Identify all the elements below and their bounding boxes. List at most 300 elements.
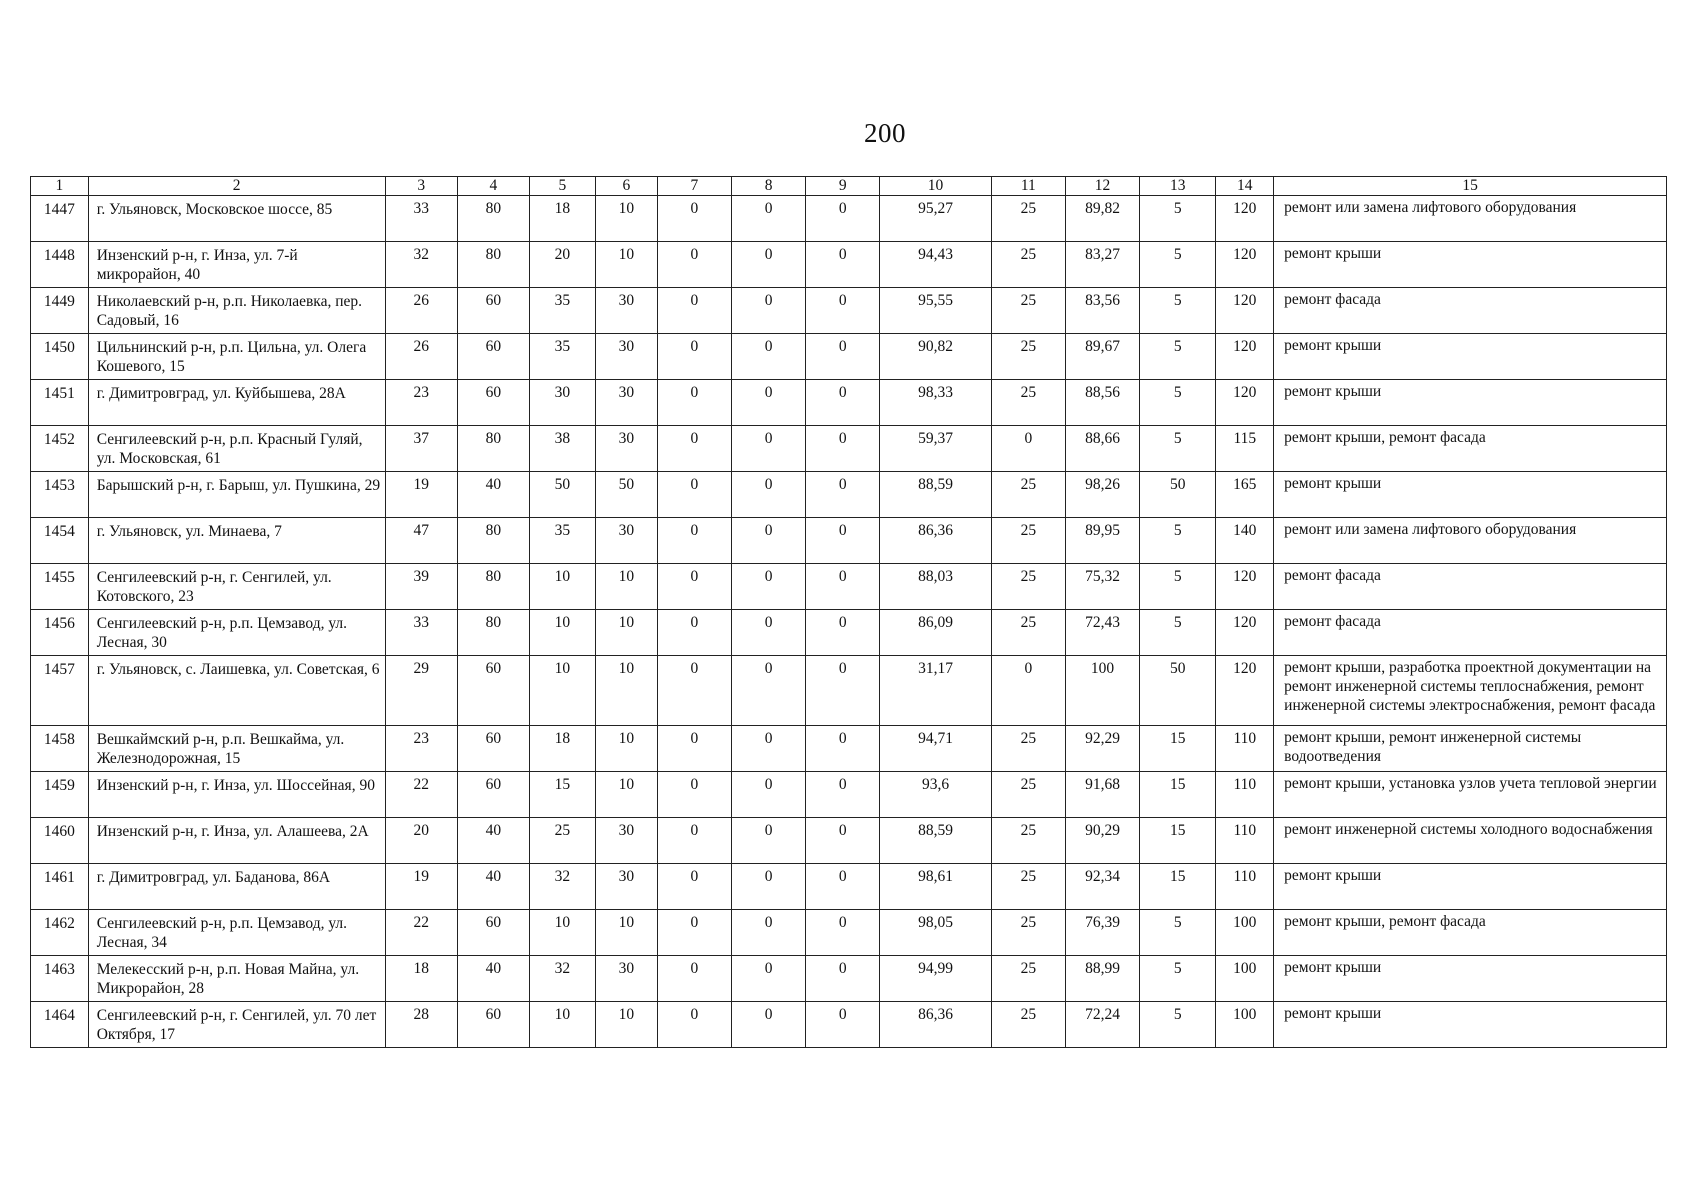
work-type-cell: ремонт фасада	[1274, 610, 1667, 656]
table-row	[31, 564, 1667, 610]
value-cell-c7: 0	[657, 426, 731, 472]
value-cell-c14: 115	[1216, 426, 1274, 472]
value-cell-c10: 98,61	[880, 864, 991, 910]
value-cell-c5: 10	[529, 656, 595, 726]
value-cell-c7: 0	[657, 242, 731, 288]
value-cell-c11: 25	[991, 288, 1065, 334]
value-cell-c9: 0	[806, 772, 880, 818]
value-cell-c6: 30	[595, 380, 657, 426]
value-cell-c14: 110	[1216, 864, 1274, 910]
table-row	[31, 818, 1667, 864]
value-cell-c5: 50	[529, 472, 595, 518]
value-cell-c9: 0	[806, 334, 880, 380]
address-cell: Вешкаймский р-н, р.п. Вешкайма, ул. Железнодорожная, 15	[88, 726, 385, 772]
value-cell-c10: 31,17	[880, 656, 991, 726]
value-cell-c11: 25	[991, 564, 1065, 610]
value-cell-c10: 86,36	[880, 518, 991, 564]
value-cell-c8: 0	[731, 864, 805, 910]
value-cell-c11: 25	[991, 242, 1065, 288]
value-cell-c4: 40	[457, 472, 529, 518]
table-row	[31, 910, 1667, 956]
work-type-cell: ремонт крыши	[1274, 380, 1667, 426]
value-cell-c11: 25	[991, 518, 1065, 564]
value-cell-c11: 0	[991, 426, 1065, 472]
value-cell-c5: 15	[529, 772, 595, 818]
value-cell-c9: 0	[806, 288, 880, 334]
value-cell-c14: 100	[1216, 910, 1274, 956]
table-row	[31, 196, 1667, 242]
value-cell-c13: 5	[1140, 1002, 1216, 1048]
value-cell-c13: 5	[1140, 910, 1216, 956]
column-header-5: 5	[529, 177, 595, 196]
value-cell-c11: 25	[991, 196, 1065, 242]
value-cell-c10: 88,59	[880, 818, 991, 864]
address-cell: Сенгилеевский р-н, р.п. Цемзавод, ул. Лесная, 34	[88, 910, 385, 956]
work-type-cell: ремонт фасада	[1274, 564, 1667, 610]
row-number-cell: 1454	[31, 518, 89, 564]
address-cell: г. Ульяновск, ул. Минаева, 7	[88, 518, 385, 564]
value-cell-c12: 72,43	[1065, 610, 1139, 656]
header-row	[31, 177, 1667, 196]
value-cell-c7: 0	[657, 334, 731, 380]
column-header-10: 10	[880, 177, 991, 196]
value-cell-c7: 0	[657, 196, 731, 242]
value-cell-c14: 120	[1216, 564, 1274, 610]
work-type-cell: ремонт крыши, ремонт фасада	[1274, 910, 1667, 956]
value-cell-c3: 32	[385, 242, 457, 288]
value-cell-c12: 90,29	[1065, 818, 1139, 864]
value-cell-c10: 90,82	[880, 334, 991, 380]
value-cell-c7: 0	[657, 864, 731, 910]
value-cell-c3: 18	[385, 956, 457, 1002]
value-cell-c14: 120	[1216, 334, 1274, 380]
value-cell-c8: 0	[731, 564, 805, 610]
value-cell-c8: 0	[731, 610, 805, 656]
work-type-cell: ремонт крыши	[1274, 242, 1667, 288]
column-header-6: 6	[595, 177, 657, 196]
value-cell-c8: 0	[731, 380, 805, 426]
work-type-cell: ремонт крыши, ремонт инженерной системы водоотведения	[1274, 726, 1667, 772]
address-cell: г. Димитровград, ул. Куйбышева, 28А	[88, 380, 385, 426]
value-cell-c9: 0	[806, 564, 880, 610]
row-number-cell: 1450	[31, 334, 89, 380]
value-cell-c10: 59,37	[880, 426, 991, 472]
value-cell-c10: 95,27	[880, 196, 991, 242]
value-cell-c11: 25	[991, 334, 1065, 380]
table-row	[31, 380, 1667, 426]
value-cell-c4: 40	[457, 818, 529, 864]
value-cell-c4: 40	[457, 864, 529, 910]
value-cell-c11: 25	[991, 380, 1065, 426]
value-cell-c7: 0	[657, 472, 731, 518]
value-cell-c11: 0	[991, 656, 1065, 726]
value-cell-c4: 60	[457, 656, 529, 726]
address-cell: Мелекесский р-н, р.п. Новая Майна, ул. Микрорайон, 28	[88, 956, 385, 1002]
value-cell-c14: 100	[1216, 1002, 1274, 1048]
work-type-cell: ремонт крыши, ремонт фасада	[1274, 426, 1667, 472]
work-type-cell: ремонт крыши	[1274, 472, 1667, 518]
value-cell-c3: 20	[385, 818, 457, 864]
column-header-11: 11	[991, 177, 1065, 196]
value-cell-c5: 20	[529, 242, 595, 288]
value-cell-c12: 89,95	[1065, 518, 1139, 564]
value-cell-c4: 80	[457, 610, 529, 656]
value-cell-c8: 0	[731, 472, 805, 518]
value-cell-c11: 25	[991, 772, 1065, 818]
value-cell-c4: 60	[457, 334, 529, 380]
value-cell-c14: 110	[1216, 726, 1274, 772]
value-cell-c7: 0	[657, 910, 731, 956]
value-cell-c7: 0	[657, 1002, 731, 1048]
value-cell-c5: 10	[529, 1002, 595, 1048]
value-cell-c3: 37	[385, 426, 457, 472]
value-cell-c5: 10	[529, 610, 595, 656]
value-cell-c14: 110	[1216, 772, 1274, 818]
table-row	[31, 334, 1667, 380]
value-cell-c12: 92,34	[1065, 864, 1139, 910]
value-cell-c4: 60	[457, 772, 529, 818]
value-cell-c8: 0	[731, 656, 805, 726]
value-cell-c4: 80	[457, 426, 529, 472]
value-cell-c5: 18	[529, 726, 595, 772]
value-cell-c5: 25	[529, 818, 595, 864]
row-number-cell: 1461	[31, 864, 89, 910]
row-number-cell: 1449	[31, 288, 89, 334]
value-cell-c14: 120	[1216, 380, 1274, 426]
value-cell-c7: 0	[657, 818, 731, 864]
value-cell-c10: 86,09	[880, 610, 991, 656]
column-header-13: 13	[1140, 177, 1216, 196]
table-row	[31, 472, 1667, 518]
value-cell-c3: 33	[385, 196, 457, 242]
value-cell-c3: 26	[385, 288, 457, 334]
value-cell-c9: 0	[806, 1002, 880, 1048]
value-cell-c9: 0	[806, 656, 880, 726]
value-cell-c10: 86,36	[880, 1002, 991, 1048]
value-cell-c6: 10	[595, 1002, 657, 1048]
value-cell-c12: 91,68	[1065, 772, 1139, 818]
value-cell-c3: 28	[385, 1002, 457, 1048]
column-number-header	[31, 177, 1667, 196]
value-cell-c9: 0	[806, 518, 880, 564]
row-number-cell: 1457	[31, 656, 89, 726]
value-cell-c6: 10	[595, 656, 657, 726]
value-cell-c4: 60	[457, 380, 529, 426]
value-cell-c13: 5	[1140, 380, 1216, 426]
value-cell-c8: 0	[731, 288, 805, 334]
row-number-cell: 1448	[31, 242, 89, 288]
row-number-cell: 1463	[31, 956, 89, 1002]
work-type-cell: ремонт или замена лифтового оборудования	[1274, 196, 1667, 242]
value-cell-c11: 25	[991, 610, 1065, 656]
value-cell-c3: 29	[385, 656, 457, 726]
row-number-cell: 1455	[31, 564, 89, 610]
column-header-15: 15	[1274, 177, 1667, 196]
value-cell-c7: 0	[657, 956, 731, 1002]
value-cell-c4: 60	[457, 288, 529, 334]
value-cell-c12: 83,56	[1065, 288, 1139, 334]
value-cell-c10: 88,59	[880, 472, 991, 518]
value-cell-c5: 35	[529, 288, 595, 334]
table-body	[31, 196, 1667, 1048]
value-cell-c7: 0	[657, 288, 731, 334]
value-cell-c3: 22	[385, 772, 457, 818]
value-cell-c8: 0	[731, 956, 805, 1002]
value-cell-c12: 89,82	[1065, 196, 1139, 242]
row-number-cell: 1460	[31, 818, 89, 864]
value-cell-c14: 120	[1216, 196, 1274, 242]
value-cell-c4: 40	[457, 956, 529, 1002]
value-cell-c6: 30	[595, 818, 657, 864]
value-cell-c8: 0	[731, 518, 805, 564]
value-cell-c5: 30	[529, 380, 595, 426]
value-cell-c3: 22	[385, 910, 457, 956]
value-cell-c3: 39	[385, 564, 457, 610]
value-cell-c7: 0	[657, 518, 731, 564]
value-cell-c9: 0	[806, 242, 880, 288]
column-header-14: 14	[1216, 177, 1274, 196]
column-header-12: 12	[1065, 177, 1139, 196]
value-cell-c12: 98,26	[1065, 472, 1139, 518]
value-cell-c12: 76,39	[1065, 910, 1139, 956]
table-row	[31, 1002, 1667, 1048]
value-cell-c14: 100	[1216, 956, 1274, 1002]
value-cell-c8: 0	[731, 196, 805, 242]
row-number-cell: 1458	[31, 726, 89, 772]
value-cell-c9: 0	[806, 472, 880, 518]
table-row	[31, 956, 1667, 1002]
value-cell-c10: 94,43	[880, 242, 991, 288]
row-number-cell: 1453	[31, 472, 89, 518]
value-cell-c8: 0	[731, 910, 805, 956]
value-cell-c3: 23	[385, 726, 457, 772]
value-cell-c13: 5	[1140, 288, 1216, 334]
value-cell-c14: 140	[1216, 518, 1274, 564]
value-cell-c8: 0	[731, 334, 805, 380]
value-cell-c12: 83,27	[1065, 242, 1139, 288]
value-cell-c12: 72,24	[1065, 1002, 1139, 1048]
value-cell-c10: 98,05	[880, 910, 991, 956]
value-cell-c10: 88,03	[880, 564, 991, 610]
row-number-cell: 1451	[31, 380, 89, 426]
value-cell-c7: 0	[657, 656, 731, 726]
value-cell-c3: 23	[385, 380, 457, 426]
address-cell: Инзенский р-н, г. Инза, ул. Шоссейная, 90	[88, 772, 385, 818]
value-cell-c13: 5	[1140, 610, 1216, 656]
value-cell-c11: 25	[991, 726, 1065, 772]
value-cell-c6: 30	[595, 956, 657, 1002]
table-row	[31, 288, 1667, 334]
column-header-1: 1	[31, 177, 89, 196]
table-row	[31, 426, 1667, 472]
value-cell-c4: 60	[457, 1002, 529, 1048]
value-cell-c12: 89,67	[1065, 334, 1139, 380]
value-cell-c9: 0	[806, 196, 880, 242]
value-cell-c5: 32	[529, 956, 595, 1002]
value-cell-c5: 10	[529, 910, 595, 956]
value-cell-c6: 50	[595, 472, 657, 518]
value-cell-c12: 88,66	[1065, 426, 1139, 472]
table-row	[31, 726, 1667, 772]
value-cell-c11: 25	[991, 910, 1065, 956]
work-type-cell: ремонт фасада	[1274, 288, 1667, 334]
value-cell-c14: 120	[1216, 610, 1274, 656]
value-cell-c14: 120	[1216, 656, 1274, 726]
value-cell-c3: 26	[385, 334, 457, 380]
address-cell: Инзенский р-н, г. Инза, ул. 7-й микрорайон, 40	[88, 242, 385, 288]
value-cell-c14: 120	[1216, 242, 1274, 288]
value-cell-c7: 0	[657, 726, 731, 772]
work-type-cell: ремонт крыши	[1274, 1002, 1667, 1048]
value-cell-c7: 0	[657, 772, 731, 818]
value-cell-c8: 0	[731, 426, 805, 472]
value-cell-c12: 88,99	[1065, 956, 1139, 1002]
value-cell-c3: 47	[385, 518, 457, 564]
row-number-cell: 1464	[31, 1002, 89, 1048]
work-type-cell: ремонт крыши	[1274, 956, 1667, 1002]
value-cell-c4: 60	[457, 910, 529, 956]
address-cell: Николаевский р-н, р.п. Николаевка, пер. Садовый, 16	[88, 288, 385, 334]
value-cell-c6: 10	[595, 610, 657, 656]
column-header-9: 9	[806, 177, 880, 196]
value-cell-c9: 0	[806, 956, 880, 1002]
value-cell-c7: 0	[657, 380, 731, 426]
value-cell-c9: 0	[806, 910, 880, 956]
value-cell-c5: 18	[529, 196, 595, 242]
value-cell-c6: 10	[595, 910, 657, 956]
table-row	[31, 242, 1667, 288]
value-cell-c10: 94,99	[880, 956, 991, 1002]
value-cell-c11: 25	[991, 864, 1065, 910]
value-cell-c13: 15	[1140, 864, 1216, 910]
value-cell-c8: 0	[731, 726, 805, 772]
value-cell-c6: 10	[595, 242, 657, 288]
value-cell-c6: 10	[595, 772, 657, 818]
value-cell-c11: 25	[991, 1002, 1065, 1048]
value-cell-c3: 19	[385, 472, 457, 518]
value-cell-c12: 88,56	[1065, 380, 1139, 426]
value-cell-c12: 92,29	[1065, 726, 1139, 772]
value-cell-c13: 15	[1140, 726, 1216, 772]
value-cell-c13: 15	[1140, 818, 1216, 864]
value-cell-c5: 35	[529, 518, 595, 564]
value-cell-c5: 32	[529, 864, 595, 910]
work-type-cell: ремонт инженерной системы холодного водоснабжения	[1274, 818, 1667, 864]
value-cell-c10: 98,33	[880, 380, 991, 426]
work-type-cell: ремонт или замена лифтового оборудования	[1274, 518, 1667, 564]
table-row	[31, 772, 1667, 818]
address-cell: Цильнинский р-н, р.п. Цильна, ул. Олега Кошевого, 15	[88, 334, 385, 380]
value-cell-c13: 5	[1140, 518, 1216, 564]
value-cell-c11: 25	[991, 818, 1065, 864]
address-cell: Сенгилеевский р-н, р.п. Красный Гуляй, ул. Московская, 61	[88, 426, 385, 472]
address-cell: г. Ульяновск, с. Лаишевка, ул. Советская, 6	[88, 656, 385, 726]
column-header-2: 2	[88, 177, 385, 196]
value-cell-c13: 5	[1140, 334, 1216, 380]
value-cell-c14: 110	[1216, 818, 1274, 864]
work-type-cell: ремонт крыши, разработка проектной документации на ремонт инженерной системы теплоснабжения, ремонт инженерной системы электроснабжения, ремонт фасада	[1274, 656, 1667, 726]
value-cell-c9: 0	[806, 426, 880, 472]
value-cell-c7: 0	[657, 564, 731, 610]
value-cell-c6: 10	[595, 564, 657, 610]
value-cell-c14: 165	[1216, 472, 1274, 518]
row-number-cell: 1462	[31, 910, 89, 956]
value-cell-c4: 60	[457, 726, 529, 772]
value-cell-c6: 10	[595, 196, 657, 242]
table-row	[31, 610, 1667, 656]
value-cell-c13: 50	[1140, 472, 1216, 518]
value-cell-c13: 5	[1140, 426, 1216, 472]
work-type-cell: ремонт крыши, установка узлов учета тепловой энергии	[1274, 772, 1667, 818]
value-cell-c3: 33	[385, 610, 457, 656]
value-cell-c10: 93,6	[880, 772, 991, 818]
value-cell-c8: 0	[731, 772, 805, 818]
column-header-7: 7	[657, 177, 731, 196]
value-cell-c11: 25	[991, 956, 1065, 1002]
table-row	[31, 864, 1667, 910]
table-row	[31, 656, 1667, 726]
value-cell-c10: 95,55	[880, 288, 991, 334]
repair-register-table	[30, 176, 1667, 1048]
address-cell: Сенгилеевский р-н, г. Сенгилей, ул. Котовского, 23	[88, 564, 385, 610]
address-cell: Инзенский р-н, г. Инза, ул. Алашеева, 2А	[88, 818, 385, 864]
row-number-cell: 1459	[31, 772, 89, 818]
value-cell-c6: 30	[595, 518, 657, 564]
value-cell-c10: 94,71	[880, 726, 991, 772]
value-cell-c13: 50	[1140, 656, 1216, 726]
row-number-cell: 1456	[31, 610, 89, 656]
column-header-8: 8	[731, 177, 805, 196]
address-cell: Сенгилеевский р-н, р.п. Цемзавод, ул. Лесная, 30	[88, 610, 385, 656]
value-cell-c9: 0	[806, 864, 880, 910]
value-cell-c5: 38	[529, 426, 595, 472]
value-cell-c13: 15	[1140, 772, 1216, 818]
value-cell-c13: 5	[1140, 564, 1216, 610]
value-cell-c11: 25	[991, 472, 1065, 518]
value-cell-c7: 0	[657, 610, 731, 656]
value-cell-c8: 0	[731, 1002, 805, 1048]
row-number-cell: 1447	[31, 196, 89, 242]
value-cell-c9: 0	[806, 818, 880, 864]
value-cell-c4: 80	[457, 196, 529, 242]
address-cell: Сенгилеевский р-н, г. Сенгилей, ул. 70 лет Октября, 17	[88, 1002, 385, 1048]
value-cell-c6: 30	[595, 426, 657, 472]
value-cell-c6: 30	[595, 288, 657, 334]
work-type-cell: ремонт крыши	[1274, 334, 1667, 380]
address-cell: г. Ульяновск, Московское шоссе, 85	[88, 196, 385, 242]
address-cell: г. Димитровград, ул. Баданова, 86А	[88, 864, 385, 910]
value-cell-c12: 100	[1065, 656, 1139, 726]
value-cell-c4: 80	[457, 242, 529, 288]
column-header-3: 3	[385, 177, 457, 196]
value-cell-c3: 19	[385, 864, 457, 910]
column-header-4: 4	[457, 177, 529, 196]
value-cell-c8: 0	[731, 818, 805, 864]
value-cell-c4: 80	[457, 518, 529, 564]
row-number-cell: 1452	[31, 426, 89, 472]
value-cell-c6: 30	[595, 864, 657, 910]
value-cell-c6: 10	[595, 726, 657, 772]
value-cell-c13: 5	[1140, 242, 1216, 288]
value-cell-c14: 120	[1216, 288, 1274, 334]
value-cell-c4: 80	[457, 564, 529, 610]
value-cell-c5: 10	[529, 564, 595, 610]
table-row	[31, 518, 1667, 564]
value-cell-c9: 0	[806, 726, 880, 772]
page-number: 200	[864, 118, 906, 148]
value-cell-c12: 75,32	[1065, 564, 1139, 610]
value-cell-c9: 0	[806, 380, 880, 426]
